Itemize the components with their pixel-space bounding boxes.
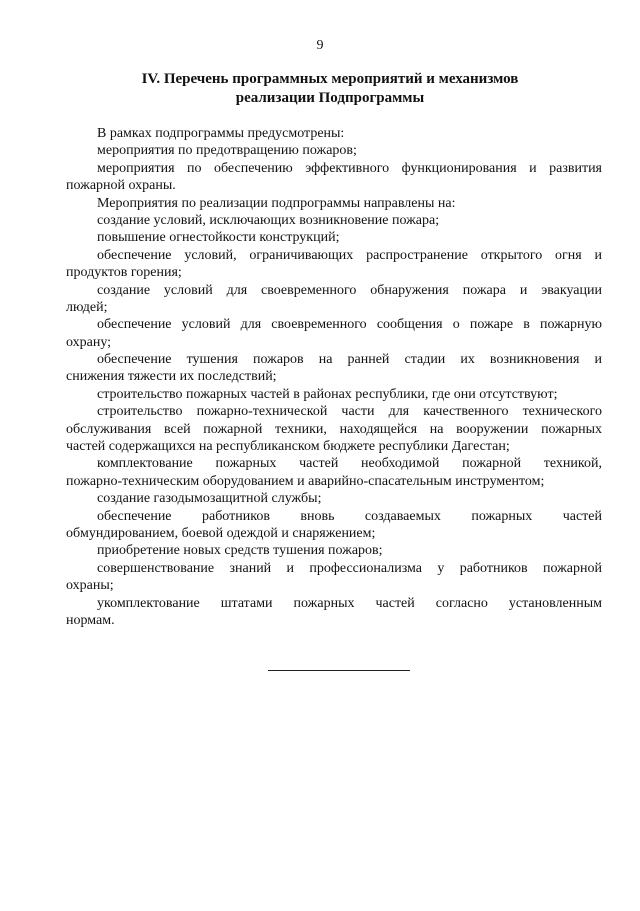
text-line: повышение огнестойкости конструкций; [97, 230, 340, 246]
closing-separator-line [268, 670, 410, 671]
text-line: строительство пожарно-технической части для качественного технического [97, 404, 602, 420]
text-line: охрану; [66, 334, 112, 350]
text-line: строительство пожарных частей в районах республики, где они отсутствуют; [97, 386, 558, 402]
text-line: В рамках подпрограммы предусмотрены: [97, 126, 345, 141]
text-line: приобретение новых средств тушения пожаров; [97, 543, 383, 559]
page-number: 9 [316, 38, 324, 53]
text-line: людей; [66, 299, 108, 315]
text-line: пожарной охраны. [66, 178, 176, 194]
text-line: продуктов горения; [66, 265, 182, 281]
document-body [66, 125, 602, 629]
text-line: пожарно-техническим оборудованием и аварийно-спасательным инструментом; [66, 473, 545, 489]
text-line: обеспечение условий, ограничивающих распространение открытого огня и [97, 247, 602, 263]
text-line: обеспечение условий для своевременного сообщения о пожаре в пожарную [97, 317, 602, 333]
section-heading [60, 70, 600, 108]
text-line: мероприятия по предотвращению пожаров; [97, 143, 357, 159]
text-line: обслуживания всей пожарной техники, находящейся на вооружении пожарных [66, 421, 602, 437]
text-line: создание условий, исключающих возникновение пожара; [97, 212, 440, 228]
text-line: обеспечение работников вновь создаваемых пожарных частей [97, 508, 602, 524]
text-line: создание газодымозащитной службы; [97, 491, 322, 507]
text-line: снижения тяжести их последствий; [66, 369, 277, 385]
text-line: обеспечение тушения пожаров на ранней стадии их возникновения и [97, 352, 602, 368]
text-line: создание условий для своевременного обнаружения пожара и эвакуации [97, 282, 602, 298]
text-line: комплектование пожарных частей необходимой пожарной техникой, [97, 456, 602, 472]
text-line: Мероприятия по реализации подпрограммы направлены на: [97, 195, 456, 211]
section-heading-line-1: IV. Перечень программных мероприятий и механизмов [141, 71, 519, 87]
text-line: охраны; [66, 578, 114, 594]
section-heading-line-2: реализации Подпрограммы [235, 90, 425, 106]
text-line: нормам. [66, 612, 115, 628]
text-line: частей содержащихся на республиканском бюджете республики Дагестан; [66, 439, 510, 455]
text-line: совершенствование знаний и профессионализма у работников пожарной [97, 560, 602, 576]
text-line: обмундированием, боевой одеждой и снаряжением; [66, 525, 376, 541]
text-line: мероприятия по обеспечению эффективного функционирования и развития [97, 160, 602, 176]
text-line: укомплектование штатами пожарных частей согласно установленным [97, 595, 602, 611]
